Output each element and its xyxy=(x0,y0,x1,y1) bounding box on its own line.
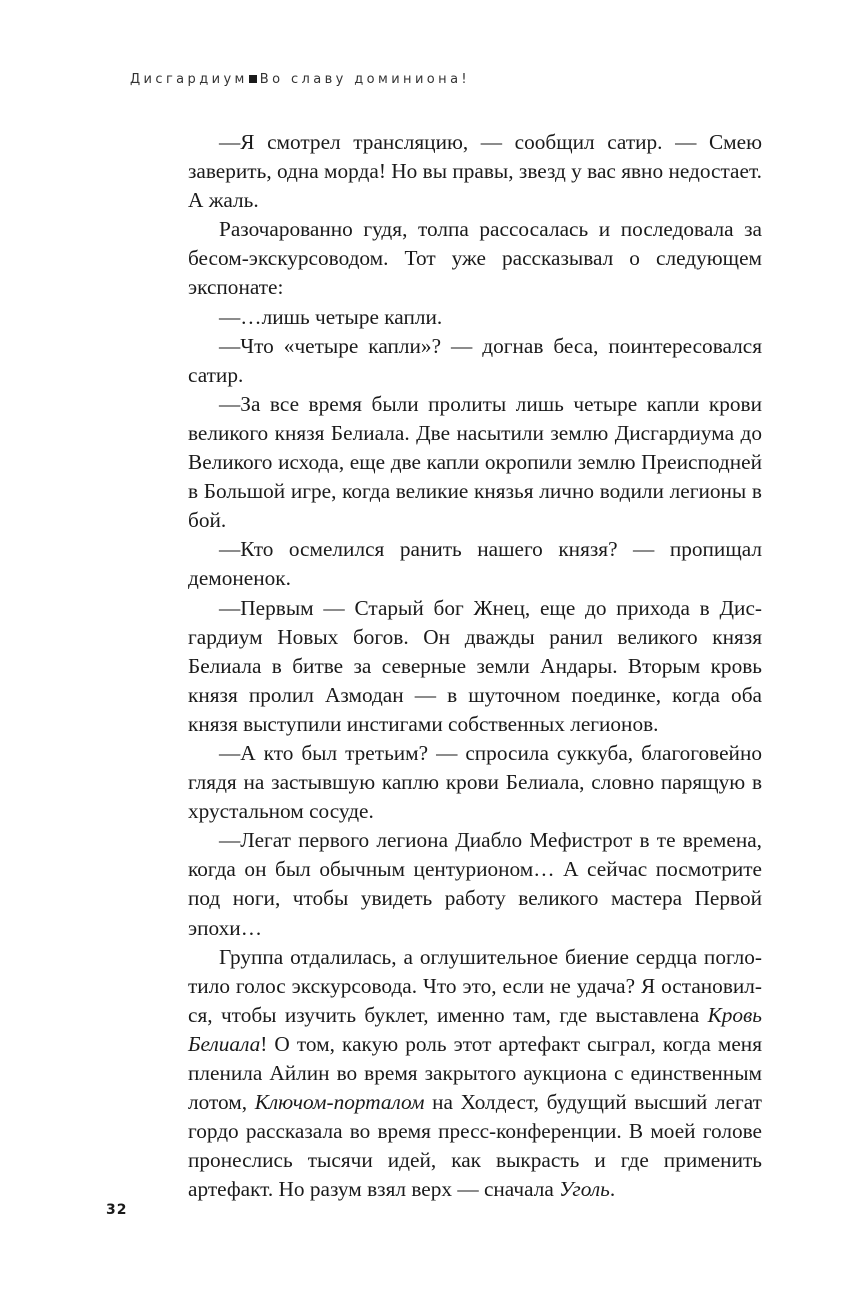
paragraph: —За все время были пролиты лишь четыре капли крови великого князя Белиала. Две насытили землю Дисгардиума до Великого исхода, еще две капли окропили землю Преисподней в Большой игре, когда великие князья лично водили легионы в бой. xyxy=(188,391,762,533)
paragraph: —Кто осмелился ранить нашего князя? — пропищал демоненок. xyxy=(188,537,762,591)
running-header xyxy=(130,72,470,87)
italic-term: Уголь xyxy=(559,1177,610,1202)
paragraph: —…лишь четыре капли. xyxy=(219,304,443,329)
paragraph: —Первым — Старый бог Жнец, еще до прихода в Дисгардиум Новых богов. Он дважды ранил великого князя Белиала в битве за северные земли Андары. Вторым кровь князя пролил Азмодан — в шуточном поединке, когда оба князя выступили инстигами собственных легионов. xyxy=(188,595,762,736)
paragraph: Группа отдалилась, а оглушительное биение сердца поглотило голос экскурсовода. Что это, если не удача? Я остановился, чтобы изучить буклет, именно там, где выставлена Кровь Белиала! О том, какую роль этот артефакт сыграл, когда меня пленила Айлин во время закрытого аукциона с единственным лотом, Ключом-порталом на Холдест, будущий высший легат гордо рассказала во время пресс-конференции. В моей голове пронеслись тысячи идей, как выкрасть и где применить артефакт. Но разум взял верх — сначала Уголь. xyxy=(188,944,762,1202)
chapter-title: Во славу доминиона! xyxy=(259,72,471,87)
paragraph: —Я смотрел трансляцию, — сообщил сатир. — Смею заверить, одна морда! Но вы правы, звезд у вас явно недостает. А жаль. xyxy=(188,130,762,213)
paragraph: —Что «четыре капли»? — догнав беса, поинтересовался сатир. xyxy=(188,333,762,387)
square-separator-icon xyxy=(249,75,257,83)
page-number: 32 xyxy=(106,1202,128,1218)
italic-term: Кровь Белиала xyxy=(188,1002,762,1056)
paragraph: Разочарованно гудя, толпа рассосалась и последовала за бесом-экскурсоводом. Тот уже рассказывал о следующем экспонате: xyxy=(188,217,762,300)
book-title: Дисгардиум xyxy=(130,72,248,87)
body-text xyxy=(188,128,762,1204)
paragraph: —Легат первого легиона Диабло Мефистрот в те времена, когда он был обычным центурионом… А сейчас посмотрите под ноги, чтобы увидеть работу великого мастера Первой эпохи… xyxy=(188,828,762,940)
italic-term: Ключом-порталом xyxy=(254,1090,425,1115)
paragraph: —А кто был третьим? — спросила суккуба, благоговейно глядя на застывшую каплю крови Белиала, словно парящую в хрустальном сосуде. xyxy=(188,740,762,824)
